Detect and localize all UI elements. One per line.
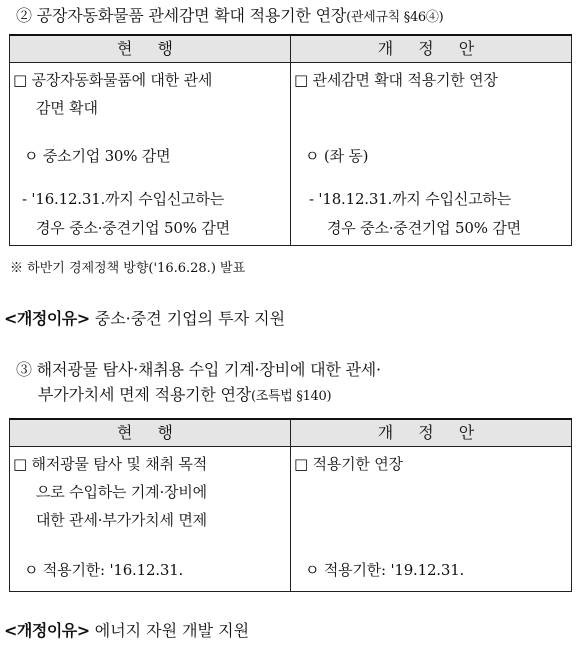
section2-revised-bullet: ㅇ (좌 동)	[305, 147, 369, 165]
section2-current-dash-line1: - '16.12.31.까지 수입신고하는	[22, 190, 225, 208]
section2-current-bullet: ㅇ 중소기업 30% 감면	[24, 147, 171, 165]
section3-reason-text: 에너지 자원 개발 지원	[94, 621, 250, 640]
section2-note: ※ 하반기 경제정책 방향('16.6.28.) 발표	[10, 261, 246, 276]
section3-heading-ref: (조특법 §140)	[251, 389, 332, 404]
section2-col-current: 현 행	[10, 35, 291, 63]
section2-heading-ref: (관세규칙 §46④)	[346, 10, 444, 25]
section2-revised-dash-line1: - '18.12.31.까지 수입신고하는	[309, 190, 512, 208]
section3-col-current: 현 행	[10, 419, 291, 447]
section2-current-item-line1: □ 공장자동화물품에 대한 관세	[13, 71, 213, 89]
section3-current-bullet: ㅇ 적용기한: '16.12.31.	[24, 561, 184, 579]
section2-current-item-line2: 감면 확대	[36, 99, 98, 117]
section2-current-cell	[10, 63, 291, 246]
section2-comparison-table	[9, 34, 572, 246]
section3-current-item-line3: 대한 관세·부가가치세 면제	[36, 511, 207, 529]
section3-current-cell	[10, 447, 291, 592]
section3-current-item-line1: □ 해저광물 탐사 및 채취 목적	[13, 455, 208, 473]
section3-current-item-line2: 으로 수입하는 기계·장비에	[36, 483, 207, 501]
section2-reason	[4, 306, 285, 329]
section2-heading	[16, 4, 443, 30]
section3-reason	[4, 618, 249, 641]
section3-heading-line1: ③ 해저광물 탐사·채취용 수입 기계·장비에 대한 관세·	[16, 360, 381, 379]
section3-revised-item-line1: □ 적용기한 연장	[294, 455, 403, 473]
section3-comparison-table	[9, 418, 572, 592]
section2-col-revised: 개 정 안	[291, 35, 572, 63]
section3-heading-text: 부가가치세 면제 적용기한 연장	[38, 385, 251, 404]
section2-reason-text: 중소·중견 기업의 투자 지원	[94, 309, 286, 328]
section2-reason-tag: <개정이유>	[4, 309, 90, 328]
section2-revised-cell	[291, 63, 572, 246]
section3-reason-tag: <개정이유>	[4, 621, 90, 640]
section2-revised-dash-line2: 경우 중소·중견기업 50% 감면	[327, 219, 521, 237]
section3-col-revised: 개 정 안	[291, 419, 572, 447]
section3-heading-line2	[38, 383, 331, 409]
section3-revised-bullet: ㅇ 적용기한: '19.12.31.	[305, 561, 465, 579]
section2-current-dash-line2: 경우 중소·중견기업 50% 감면	[36, 219, 230, 237]
section2-heading-text: ② 공장자동화물품 관세감면 확대 적용기한 연장	[16, 6, 347, 25]
section2-revised-item-line1: □ 관세감면 확대 적용기한 연장	[294, 71, 498, 89]
section3-revised-cell	[291, 447, 572, 592]
